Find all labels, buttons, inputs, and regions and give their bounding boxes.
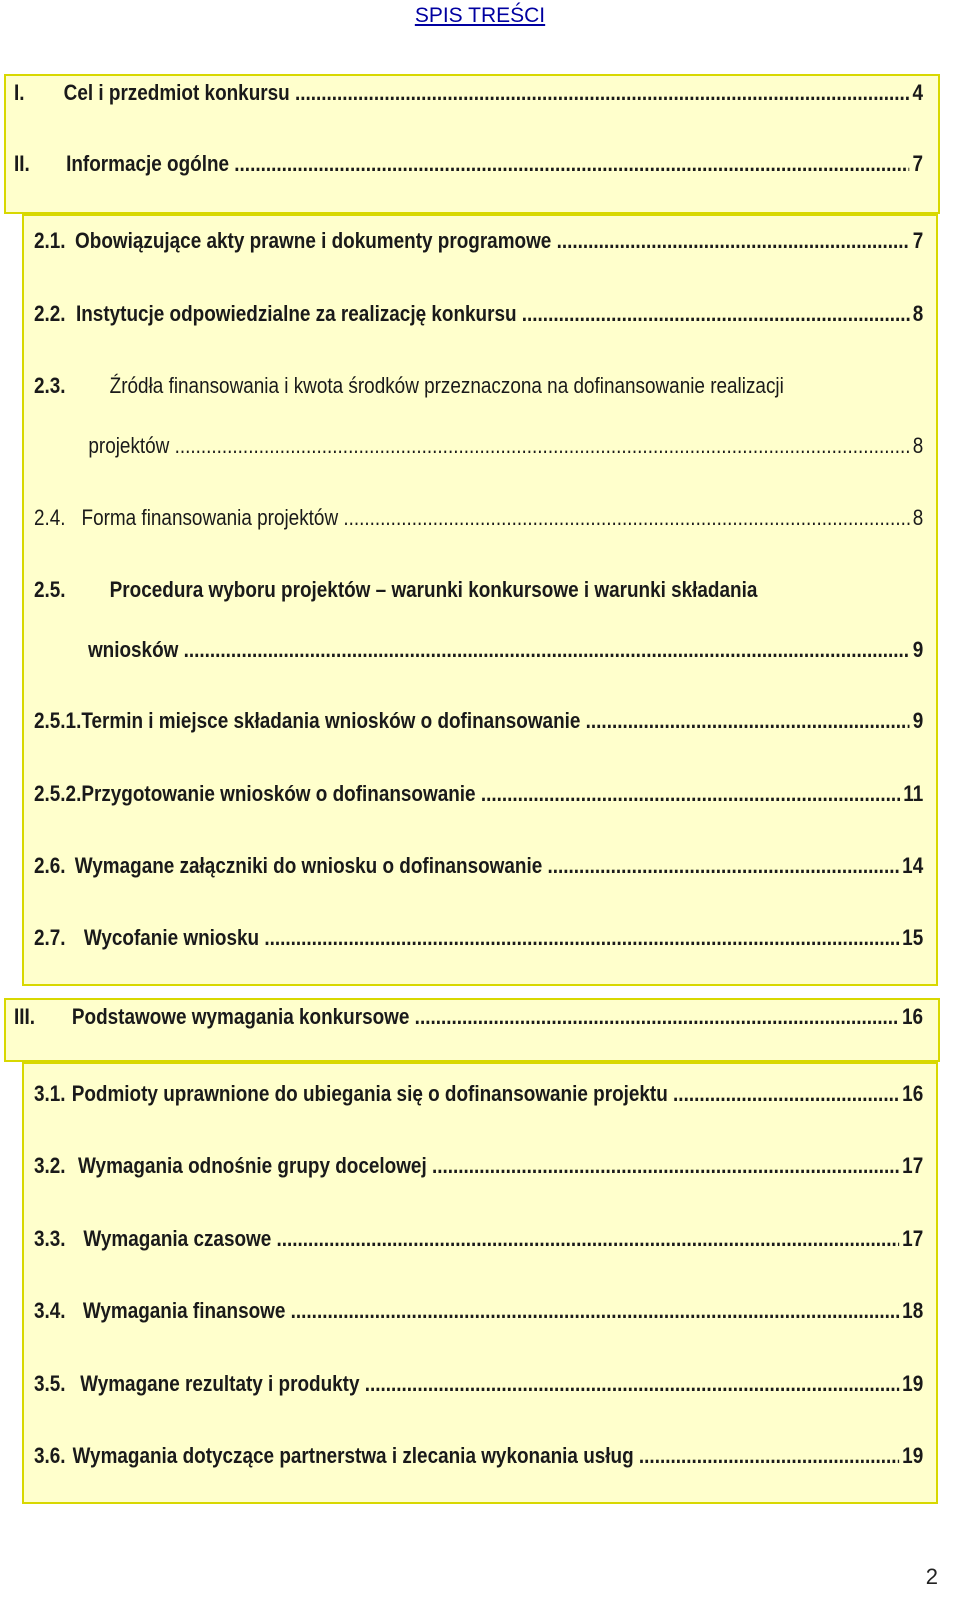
toc-entry-page: 16 (902, 1081, 924, 1106)
toc-entry[interactable] (34, 301, 923, 331)
toc-box-section-3 (22, 1062, 938, 1504)
toc-entry[interactable] (34, 373, 923, 403)
toc-entry[interactable] (34, 1226, 923, 1256)
toc-entry[interactable] (34, 1153, 923, 1183)
toc-entry-page: 19 (902, 1371, 924, 1396)
toc-entry-number: III. (14, 1004, 36, 1029)
toc-entry-number: 3.5. (34, 1371, 66, 1396)
toc-entry-page: 7 (912, 151, 924, 176)
toc-entry-page: 8 (912, 433, 924, 458)
toc-entry-page: 18 (902, 1298, 924, 1323)
toc-entry-number: 3.1. (34, 1081, 66, 1106)
toc-entry-page: 8 (912, 301, 924, 326)
toc-entry-page: 16 (901, 1004, 924, 1029)
toc-entry[interactable] (34, 577, 923, 607)
toc-entry-number: I. (14, 80, 25, 105)
toc-entry[interactable] (14, 1004, 923, 1034)
toc-entry[interactable] (34, 1443, 923, 1473)
toc-entry-label-continuation: projektów ..... (88, 433, 909, 459)
toc-entry[interactable] (34, 228, 923, 258)
toc-entry-label: Podmioty uprawnione do ubiegania się o dofinansowanie projektu ..... (72, 1081, 899, 1107)
toc-entry-label: Forma finansowania projektów ..... (82, 505, 910, 531)
toc-entry-label: Wymagania odnośnie grupy docelowej ..... (78, 1153, 899, 1179)
toc-entry-label: Cel i przedmiot konkursu ..... (64, 80, 909, 106)
toc-entry-continuation[interactable] (34, 433, 923, 463)
toc-entry[interactable] (34, 708, 923, 738)
toc-entry-number: 2.3. (34, 373, 66, 398)
toc-entry-page: 8 (912, 505, 924, 530)
toc-entry-number: 3.4. (34, 1298, 66, 1323)
toc-entry-label: Termin i miejsce składania wniosków o dofinansowanie ..... (81, 708, 909, 734)
toc-entry[interactable] (34, 1371, 923, 1401)
toc-entry-page: 19 (902, 1443, 924, 1468)
toc-entry-number: 3.2. (34, 1153, 66, 1178)
toc-entry-label: Obowiązujące akty prawne i dokumenty programowe ..... (75, 228, 909, 254)
toc-entry-label: Przygotowanie wniosków o dofinansowanie ..... (81, 781, 899, 807)
toc-entry[interactable] (14, 80, 923, 110)
toc-entry-label: Wymagania dotyczące partnerstwa i zlecania wykonania usług ..... (73, 1443, 899, 1469)
toc-entry-number: 3.6. (34, 1443, 66, 1468)
toc-entry-label: Procedura wyboru projektów – warunki konkursowe i warunki składania (109, 577, 758, 602)
toc-entry-number: 2.4. (34, 505, 66, 530)
toc-entry-label: Wymagane załączniki do wniosku o dofinansowanie ..... (75, 853, 899, 879)
toc-entry-label: Wymagania finansowe ..... (83, 1298, 899, 1324)
toc-entry[interactable] (34, 1081, 923, 1111)
toc-entry-number: 2.5. (34, 577, 66, 602)
toc-entry-number: 2.1. (34, 228, 66, 253)
toc-entry-label: Wymagania czasowe ..... (83, 1226, 898, 1252)
toc-entry-page: 17 (902, 1226, 924, 1251)
toc-entry-number: 3.3. (34, 1226, 66, 1251)
toc-entry-page: 9 (912, 637, 924, 662)
toc-entry-page: 4 (912, 80, 924, 105)
toc-entry[interactable] (14, 151, 923, 181)
page-number: 2 (925, 1564, 938, 1589)
toc-entry-number: II. (14, 151, 30, 176)
toc-entry-page: 11 (903, 781, 924, 806)
toc-entry[interactable] (34, 505, 923, 535)
page-title: SPIS TREŚCI (414, 4, 546, 27)
toc-entry[interactable] (34, 781, 923, 811)
toc-entry-label: Wycofanie wniosku ..... (84, 925, 899, 951)
toc-entry-number: 2.6. (34, 853, 66, 878)
toc-entry-number: 2.7. (34, 925, 66, 950)
toc-entry-number: 2.5.2. (34, 781, 82, 806)
toc-entry-page: 9 (912, 708, 924, 733)
toc-entry-number: 2.5.1. (34, 708, 82, 733)
toc-entry[interactable] (34, 925, 923, 955)
toc-entry-label: Źródła finansowania i kwota środków przeznaczona na dofinansowanie realizacji (109, 373, 784, 398)
toc-entry[interactable] (34, 853, 923, 883)
toc-entry-label: Wymagane rezultaty i produkty ..... (80, 1371, 899, 1397)
toc-entry-label-continuation: wniosków ..... (88, 637, 909, 663)
toc-entry-label: Instytucje odpowiedzialne za realizację konkursu ..... (76, 301, 909, 327)
toc-entry-continuation[interactable] (34, 637, 923, 667)
toc-entry-number: 2.2. (34, 301, 66, 326)
toc-entry-page: 17 (902, 1153, 924, 1178)
toc-entry[interactable] (34, 1298, 923, 1328)
toc-entry-page: 7 (912, 228, 924, 253)
toc-entry-page: 15 (902, 925, 924, 950)
toc-entry-label: Informacje ogólne ..... (66, 151, 909, 177)
toc-entry-page: 14 (902, 853, 924, 878)
toc-entry-label: Podstawowe wymagania konkursowe ..... (72, 1004, 899, 1030)
